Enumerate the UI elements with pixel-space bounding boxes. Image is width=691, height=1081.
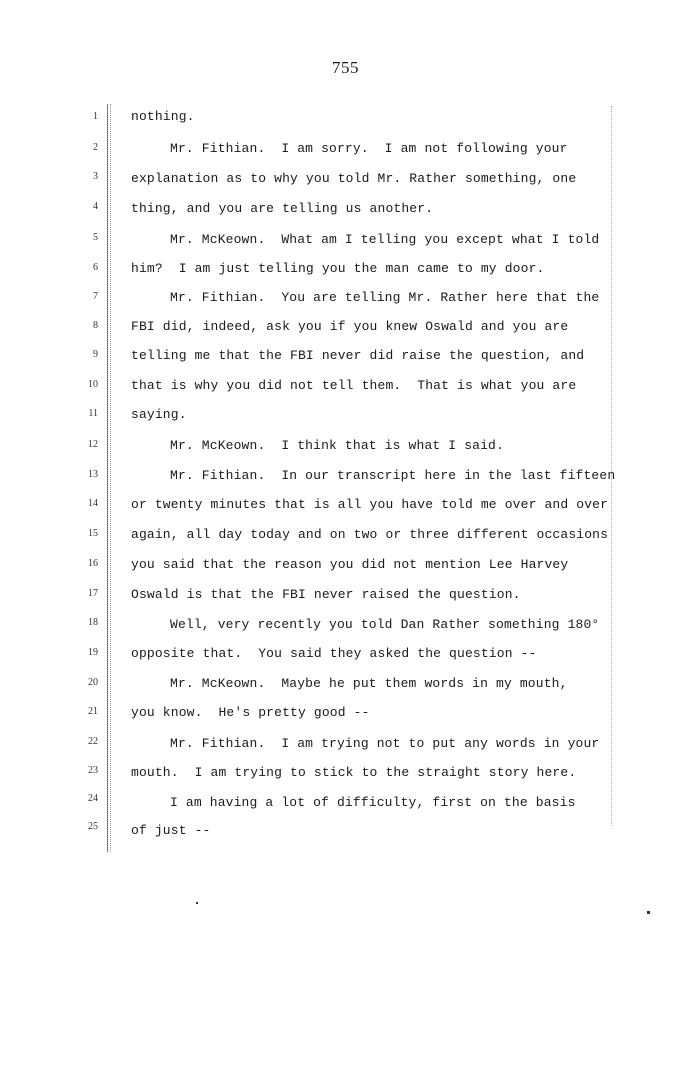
transcript-line: nothing.: [131, 109, 195, 124]
line-number: 4: [93, 201, 98, 212]
line-number: 8: [93, 320, 98, 331]
transcript-line: Mr. Fithian. I am sorry. I am not following your: [170, 141, 568, 156]
left-margin-rule: [107, 104, 108, 852]
transcript-line: or twenty minutes that is all you have told me over and over: [131, 497, 609, 512]
line-number: 11: [88, 408, 98, 419]
line-number: 10: [88, 379, 98, 390]
transcript-line: you know. He's pretty good --: [131, 705, 370, 720]
scan-speck: [647, 911, 650, 914]
transcript-line: saying.: [131, 407, 187, 422]
transcript-line: him? I am just telling you the man came to my door.: [131, 261, 545, 276]
line-number: 17: [88, 588, 98, 599]
transcript-line: Mr. McKeown. Maybe he put them words in my mouth,: [170, 676, 568, 691]
transcript-line: Mr. McKeown. What am I telling you except what I told: [170, 232, 600, 247]
line-number: 3: [93, 171, 98, 182]
line-number: 15: [88, 528, 98, 539]
transcript-line: opposite that. You said they asked the question --: [131, 646, 537, 661]
line-number: 2: [93, 142, 98, 153]
transcript-line: thing, and you are telling us another.: [131, 201, 434, 216]
line-number: 24: [88, 793, 98, 804]
transcript-line: Oswald is that the FBI never raised the question.: [131, 587, 521, 602]
transcript-line: Mr. McKeown. I think that is what I said.: [170, 438, 504, 453]
scan-speck: [196, 902, 198, 904]
line-number: 9: [93, 349, 98, 360]
line-number: 13: [88, 469, 98, 480]
transcript-line: Mr. Fithian. You are telling Mr. Rather here that the: [170, 290, 600, 305]
line-number: 18: [88, 617, 98, 628]
line-number: 1: [93, 111, 98, 122]
page-number: 755: [332, 58, 359, 77]
line-number: 21: [88, 706, 98, 717]
line-number: 5: [93, 232, 98, 243]
left-margin-rule-inner: [110, 104, 111, 852]
transcript-line: Mr. Fithian. I am trying not to put any words in your: [170, 736, 600, 751]
transcript-line: you said that the reason you did not mention Lee Harvey: [131, 557, 569, 572]
line-number: 20: [88, 677, 98, 688]
right-margin-rule: [611, 106, 612, 826]
transcript-line: again, all day today and on two or three different occasions: [131, 527, 609, 542]
transcript-line: telling me that the FBI never did raise the question, and: [131, 348, 585, 363]
transcript-line: that is why you did not tell them. That is what you are: [131, 378, 577, 393]
transcript-line: explanation as to why you told Mr. Rather something, one: [131, 171, 577, 186]
line-number: 7: [93, 291, 98, 302]
transcript-line: Well, very recently you told Dan Rather something 180°: [170, 617, 600, 632]
transcript-line: I am having a lot of difficulty, first on the basis: [170, 795, 576, 810]
transcript-line: FBI did, indeed, ask you if you knew Oswald and you are: [131, 319, 569, 334]
transcript-line: of just --: [131, 823, 211, 838]
line-number: 16: [88, 558, 98, 569]
line-number: 6: [93, 262, 98, 273]
line-number: 23: [88, 765, 98, 776]
transcript-line: Mr. Fithian. In our transcript here in the last fifteen: [170, 468, 616, 483]
line-number: 12: [88, 439, 98, 450]
line-number: 25: [88, 821, 98, 832]
line-number: 19: [88, 647, 98, 658]
transcript-line: mouth. I am trying to stick to the straight story here.: [131, 765, 577, 780]
line-number: 14: [88, 498, 98, 509]
line-number: 22: [88, 736, 98, 747]
